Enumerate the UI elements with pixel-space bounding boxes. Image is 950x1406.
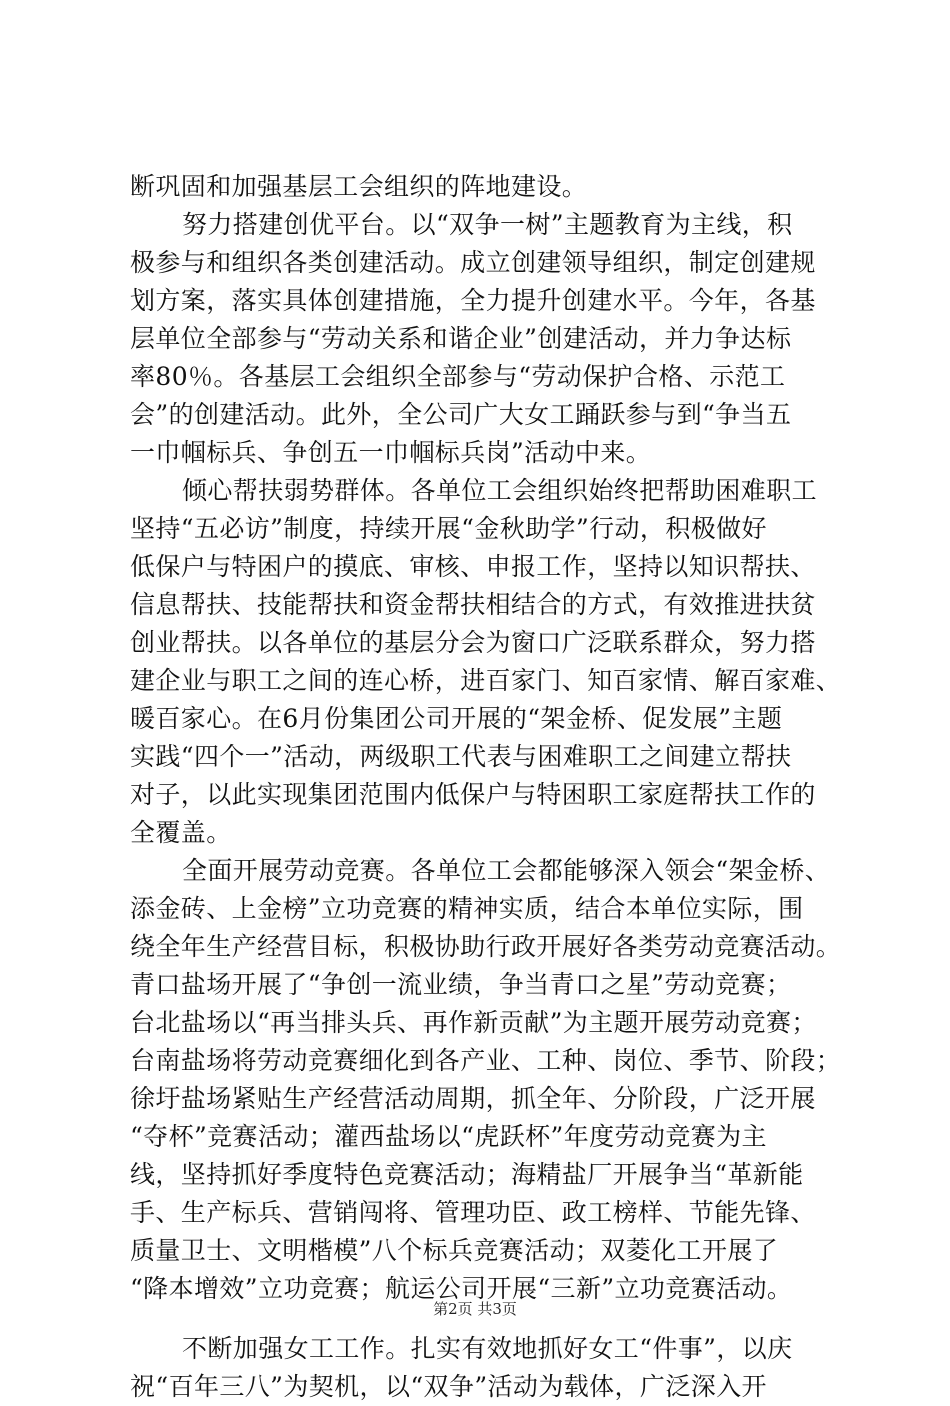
text-line: 台南盐场将劳动竞赛细化到各产业、工种、岗位、季节、阶段； — [130, 1046, 842, 1075]
text-line: 信息帮扶、技能帮扶和资金帮扶相结合的方式，有效推进扶贫 — [130, 590, 816, 619]
text-line: 绕全年生产经营目标，积极协助行政开展好各类劳动竞赛活动。 — [130, 932, 842, 961]
text-line: 率80％。各基层工会组织全部参与“劳动保护合格、示范工 — [130, 362, 786, 391]
paragraph-start-line: 全面开展劳动竞赛。各单位工会都能够深入领会“架金桥、 — [182, 856, 831, 885]
text-line: 添金砖、上金榜”立功竞赛的精神实质，结合本单位实际，围 — [130, 894, 804, 923]
text-line: “夺杯”竞赛活动；灌西盐场以“虎跃杯”年度劳动竞赛为主 — [130, 1122, 767, 1151]
text-line: 实践“四个一”活动，两级职工代表与困难职工之间建立帮扶 — [130, 742, 792, 771]
text-line: 台北盐场以“再当排头兵、再作新贡献”为主题开展劳动竞赛； — [130, 1008, 817, 1037]
text-line: 低保户与特困户的摸底、审核、申报工作，坚持以知识帮扶、 — [130, 552, 816, 581]
text-line: 对子，以此实现集团范围内低保户与特困职工家庭帮扶工作的 — [130, 780, 816, 809]
text-line: 极参与和组织各类创建活动。成立创建领导组织，制定创建规 — [130, 248, 816, 277]
text-line: 会”的创建活动。此外，全公司广大女工踊跃参与到“争当五 — [130, 400, 792, 429]
page-footer: 第2页 共3页 — [433, 1300, 517, 1318]
text-line: 断巩固和加强基层工会组织的阵地建设。 — [130, 172, 588, 201]
text-line: 一巾帼标兵、争创五一巾帼标兵岗”活动中来。 — [130, 438, 652, 467]
document-body — [130, 168, 842, 1406]
text-line: 线，坚持抓好季度特色竞赛活动；海精盐厂开展争当“革新能 — [130, 1160, 804, 1189]
text-line: 手、生产标兵、营销闯将、管理功臣、政工榜样、节能先锋、 — [130, 1198, 816, 1227]
paragraph-start-line: 努力搭建创优平台。以“双争一树”主题教育为主线，积 — [182, 210, 793, 239]
text-line: “降本增效”立功竞赛；航运公司开展“三新”立功竞赛活动。 — [130, 1274, 793, 1303]
paragraph-start-line: 倾心帮扶弱势群体。各单位工会组织始终把帮助困难职工 — [182, 476, 818, 505]
text-line: 坚持“五必访”制度，持续开展“金秋助学”行动，积极做好 — [130, 514, 767, 543]
text-line: 祝“百年三八”为契机，以“双争”活动为载体，广泛深入开 — [130, 1372, 767, 1401]
text-line: 层单位全部参与“劳动关系和谐企业”创建活动，并力争达标 — [130, 324, 792, 353]
text-line: 创业帮扶。以各单位的基层分会为窗口广泛联系群众，努力搭 — [130, 628, 816, 657]
text-line: 质量卫士、文明楷模”八个标兵竞赛活动；双菱化工开展了 — [130, 1236, 779, 1265]
paragraph-start-line: 不断加强女工工作。扎实有效地抓好女工“件事”，以庆 — [182, 1334, 793, 1363]
text-line: 暖百家心。在6月份集团公司开展的“架金桥、促发展”主题 — [130, 704, 783, 733]
text-line: 徐圩盐场紧贴生产经营活动周期，抓全年、分阶段，广泛开展 — [130, 1084, 816, 1113]
text-line: 划方案，落实具体创建措施，全力提升创建水平。今年，各基 — [130, 286, 816, 315]
text-line: 全覆盖。 — [130, 818, 232, 847]
text-line: 建企业与职工之间的连心桥，进百家门、知百家情、解百家难、 — [130, 666, 842, 695]
text-line: 青口盐场开展了“争创一流业绩，争当青口之星”劳动竞赛； — [130, 970, 792, 999]
